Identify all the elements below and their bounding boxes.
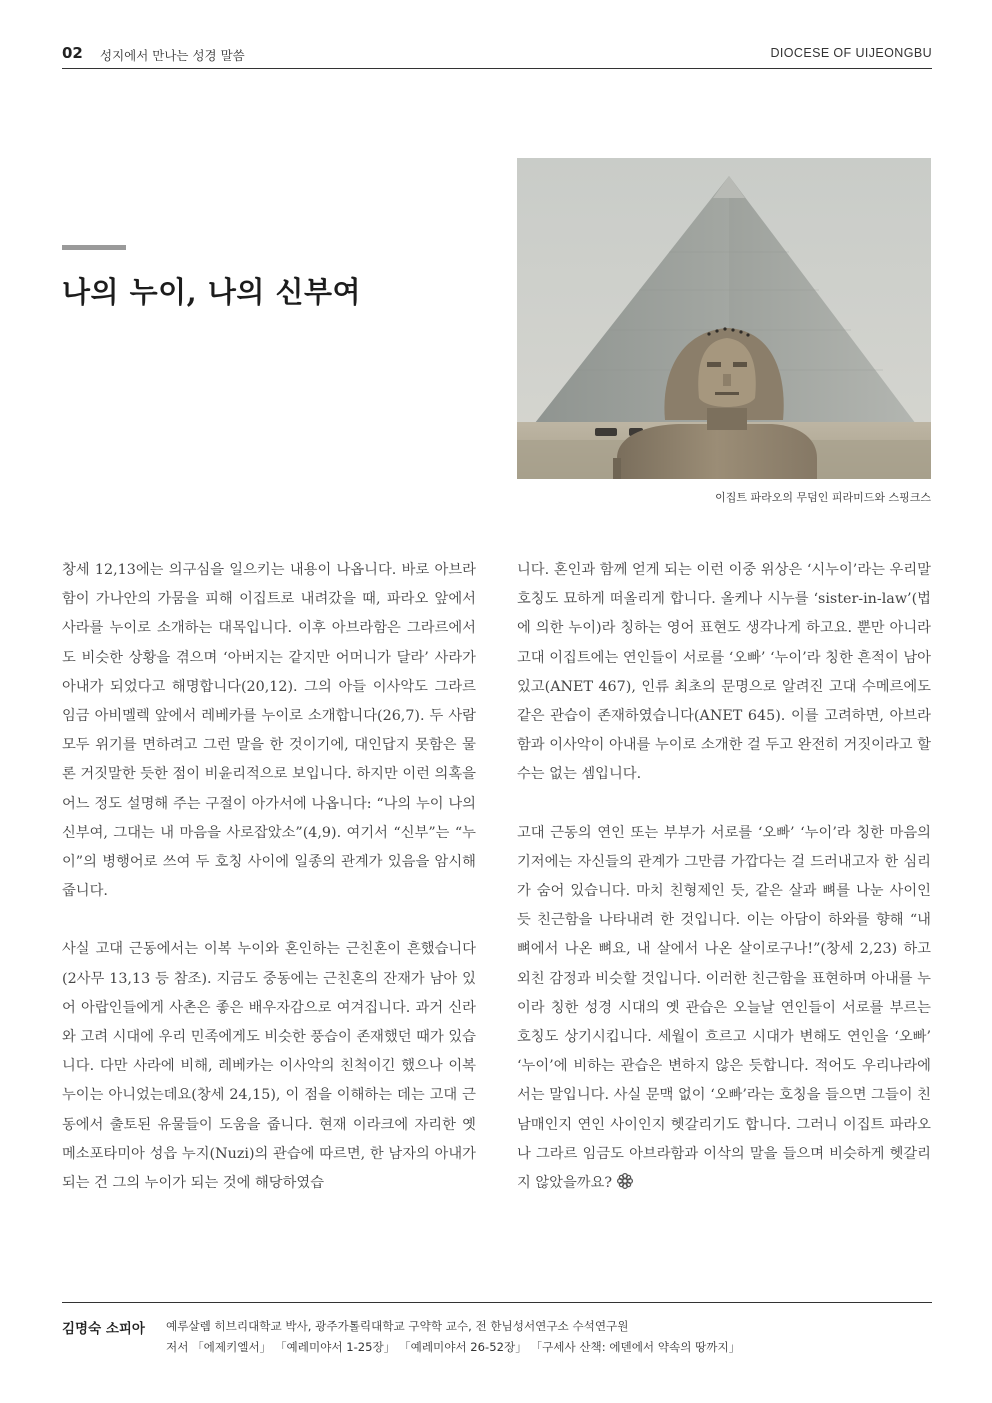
article-title: 나의 누이, 나의 신부여 bbox=[62, 275, 362, 309]
publisher-name: DIOCESE OF UIJEONGBU bbox=[770, 46, 932, 60]
flower-ornament-icon bbox=[616, 1172, 634, 1201]
paragraph-last bbox=[517, 819, 931, 1202]
footer-divider bbox=[62, 1302, 932, 1303]
body-column-right bbox=[517, 556, 931, 1201]
author-name: 김명숙 소피아 bbox=[62, 1321, 145, 1337]
page-number: 02 bbox=[62, 44, 83, 62]
body-column-left bbox=[62, 556, 476, 1198]
paragraph: 사실 고대 근동에서는 이복 누이와 혼인하는 근친혼이 흔했습니다(2사무 13,13 등 참조). 지금도 중동에는 근친혼의 잔재가 남아 있어 아랍인들에게 사촌은 좋은 배우자감으로 여겨집니다. 과거 신라와 고려 시대에 우리 민족에게도 비슷한 풍습이 존재했던 때가 있습니다. 다만 사라에 비해, 레베카는 이사악의 친척이긴 했으나 이복누이는 아니었는데요(창세 24,15), 이 점을 이해하는 데는 고대 근동에서 출토된 유물들이 도움을 줍니다. 현재 이라크에 자리한 옛 메소포타미아 성읍 누지(Nuzi)의 관습에 따르면, 한 남자의 아내가 되는 건 그의 누이가 되는 것에 해당하였습 bbox=[62, 941, 476, 1192]
image-caption: 이집트 파라오의 무덤인 피라미드와 스핑크스 bbox=[715, 491, 931, 504]
page-header bbox=[62, 44, 932, 69]
paragraph-text: 고대 근동의 연인 또는 부부가 서로를 ‘오빠’ ‘누이’라 칭한 마음의 기저에는 자신들의 관계가 그만큼 가깝다는 걸 드러내고자 한 심리가 숨어 있습니다. 마치 친형제인 듯, 같은 살과 뼈를 나눈 사이인 듯 친근함을 나타내려 한 것입니다. 이는 아담이 하와를 향해 “내 뼈에서 나온 뼈요, 내 살에서 나온 살이로구나!”(창세 2,23) 하고 외친 감정과 비슷할 것입니다. 이러한 친근함을 표현하며 아내를 누이라 칭한 성경 시대의 옛 관습은 오늘날 연인들이 서로를 부르는 호칭도 상기시킵니다. 세월이 흐르고 시대가 변해도 연인을 ‘오빠’ ‘누이’에 비하는 관습은 변하지 않은 듯합니다. 적어도 우리나라에서는 말입니다. 사실 문맥 없이 ‘오빠’라는 호칭을 들으면 그들이 친남매인지 연인 사이인지 헷갈리기도 합니다. 그러니 이집트 파라오나 그라르 임금도 아브라함과 이삭의 말을 들으며 비슷하게 헷갈리지 않았을까요? bbox=[517, 824, 931, 1192]
author-books: 저서 「에제키엘서」 「예레미야서 1-25장」 「예레미야서 26-52장」 「구세사 산책: 에덴에서 약속의 땅까지」 bbox=[166, 1340, 741, 1354]
paragraph: 니다. 혼인과 함께 얻게 되는 이런 이중 위상은 ‘시누이’라는 우리말 호칭도 묘하게 떠올리게 합니다. 올케나 시누를 ‘sister-in-law’(법에 의한 누이)라 칭하는 영어 표현도 생각나게 하고요. 뿐만 아니라 고대 이집트에는 연인들이 서로를 ‘오빠’ ‘누이’라 칭한 흔적이 남아 있고(ANET 467), 인류 최초의 문명으로 알려진 고대 수메르에도 같은 관습이 존재하였습니다(ANET 645). 이를 고려하면, 아브라함과 이사악이 아내를 누이로 소개한 걸 두고 완전히 거짓이라고 할 수는 없는 셈입니다. bbox=[517, 562, 931, 783]
author-bio: 예루살렘 히브리대학교 박사, 광주가톨릭대학교 구약학 교수, 전 한님성서연구소 수석연구원 bbox=[166, 1319, 629, 1333]
paragraph: 창세 12,13에는 의구심을 일으키는 내용이 나옵니다. 바로 아브라함이 가나안의 가뭄을 피해 이집트로 내려갔을 때, 파라오 앞에서 사라를 누이로 소개하는 대목입니다. 이후 아브라함은 그라르에서도 비슷한 상황을 겪으며 ‘아버지는 같지만 어머니가 달라’ 사라가 아내가 되었다고 해명합니다(20,12). 그의 아들 이사악도 그라르 임금 아비멜렉 앞에서 레베카를 누이로 소개합니다(26,7). 두 사람 모두 위기를 면하려고 그런 말을 한 것이기에, 대인답지 못함은 물론 거짓말한 듯한 점이 비윤리적으로 보입니다. 하지만 이런 의혹을 어느 정도 설명해 주는 구절이 아가서에 나옵니다: “나의 누이 나의 신부여, 그대는 내 마음을 사로잡았소”(4,9). 여기서 “신부”는 “누이”의 병행어로 쓰여 두 호칭 사이에 일종의 관계가 있음을 암시해 줍니다. bbox=[62, 562, 476, 900]
pyramid-sphinx-photo bbox=[517, 158, 931, 479]
title-accent-bar bbox=[62, 245, 126, 250]
section-title: 성지에서 만나는 성경 말씀 bbox=[100, 48, 245, 63]
